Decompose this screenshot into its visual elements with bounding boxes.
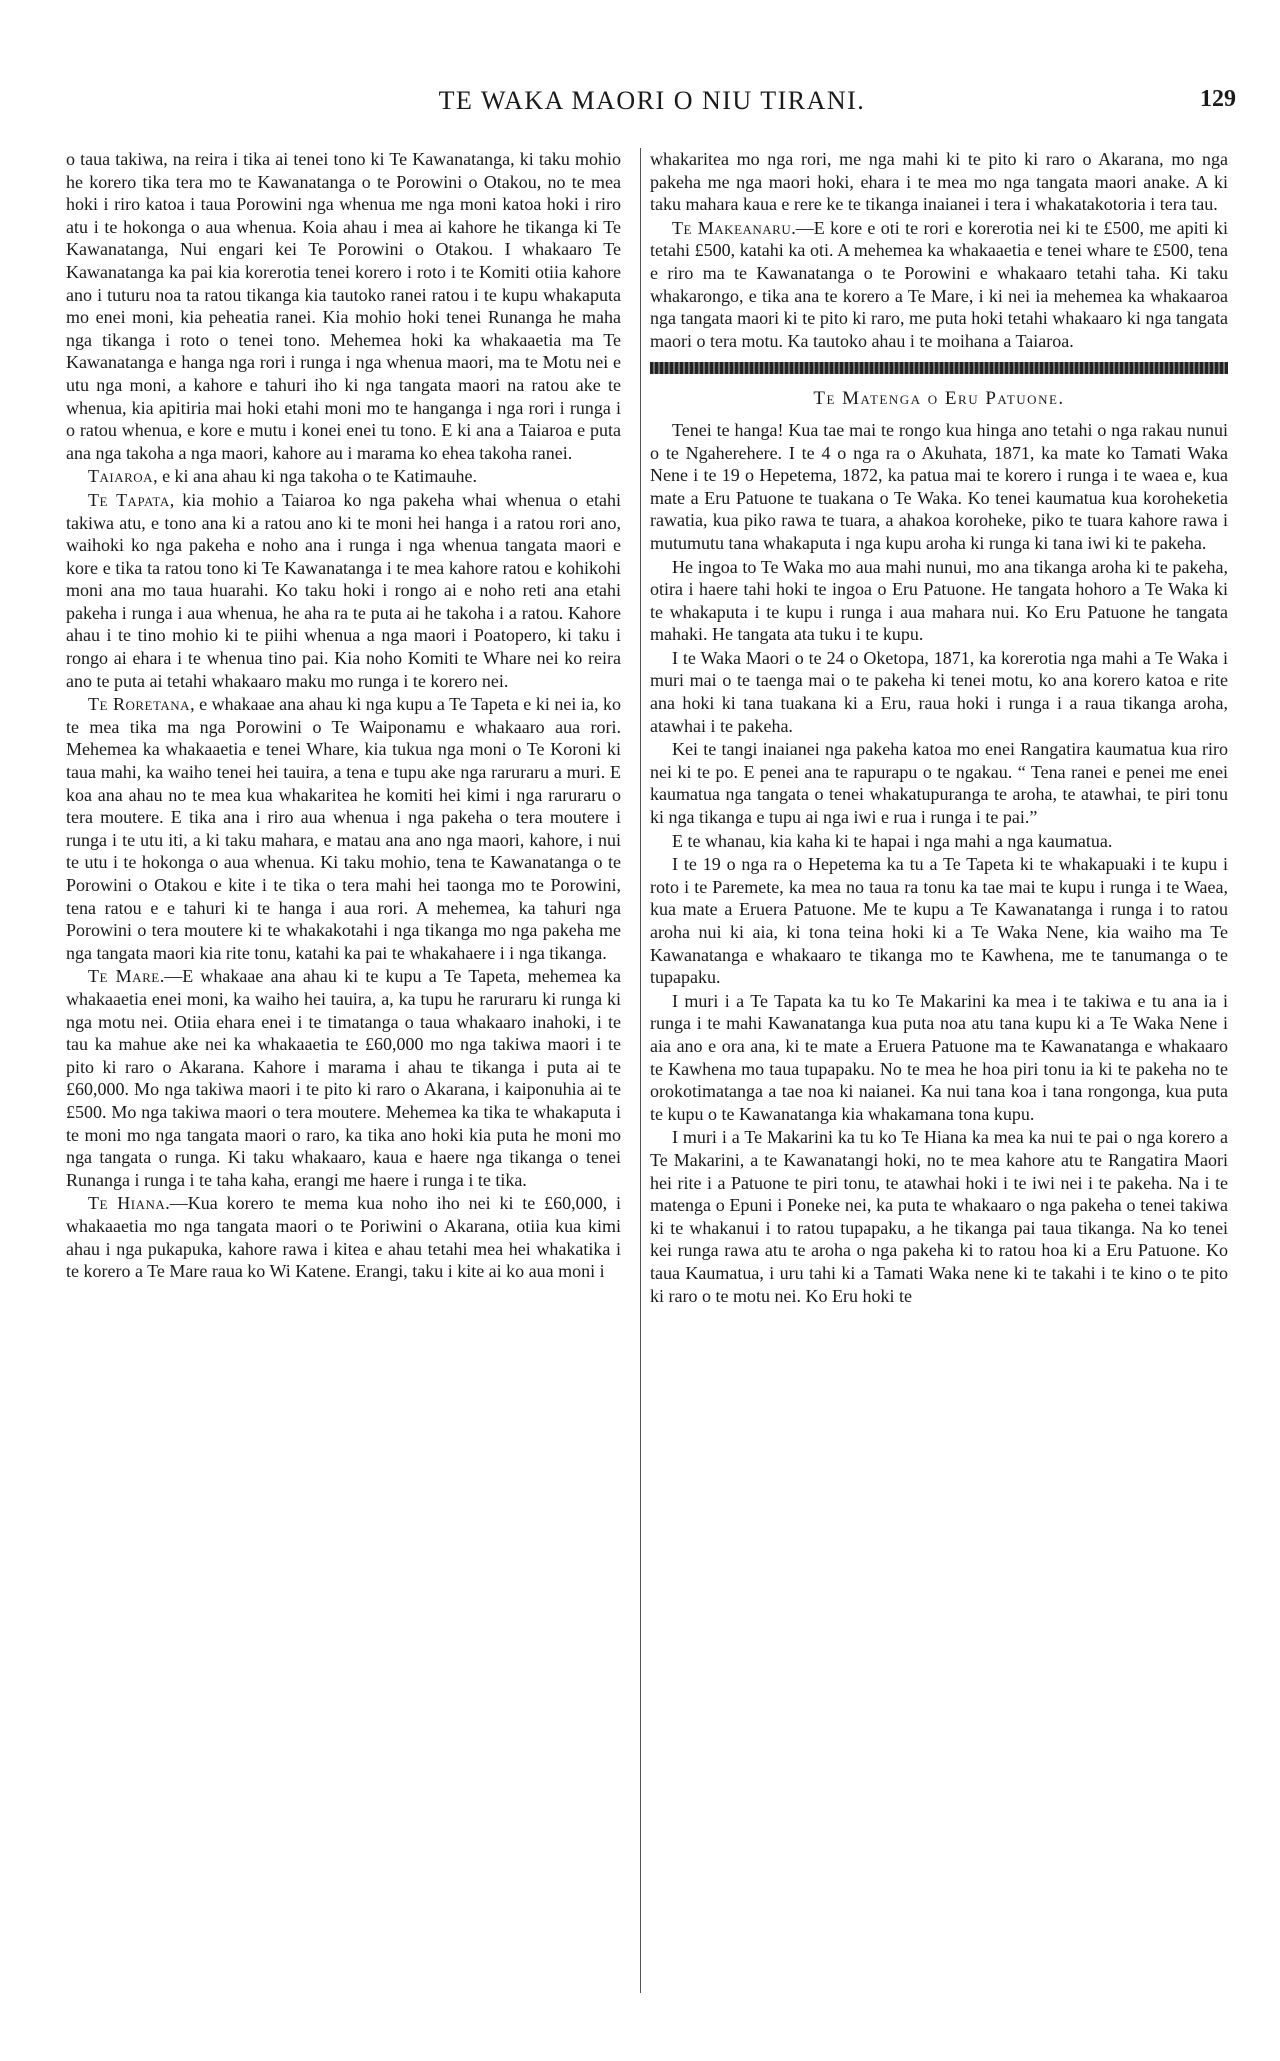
section-heading: Te Matenga o Eru Patuone.: [813, 388, 1065, 410]
paragraph-text: , e whakaae ana ahau ki nga kupu a Te Tapeta e ki nei ia, ko te mea tika ma nga Porowini o Te Waiponamu e whakaaro aua rori. Mehemea ka whakaaetia e tenei Whare, kia tukua nga moni o Te Koroni ki taua mahi, ka waiho tenei hei tauira, a tena e tupu ake nga raruraru a muri. E koa ana ahau no te mea kua whakaritea he komiti hei kimi i nga raruraru o tera moutere. E tika ana i riro aua whenua i nga pakeha o tera moutere i runga i te utu iti, a ki taku mahara, e matau ana ano nga maori, kahore, i nui te utu i te hokonga o aua whenua. Ki taku mohio, tena te Kawanatanga o te Porowini o Otakou e kite i te tika o tera mahi hei taonga mo te Porowini, tena ratou e e tahuri ki te hanga i aua rori. A mehemea, ka tahuri nga Porowini o tera moutere ki te whakakotahi i nga tikanga mo nga pakeha me nga tangata maori kia rite tonu, katahi ka pai te whakahaere i i nga tikanga.: [66, 694, 621, 963]
paragraph: [66, 1192, 621, 1282]
speaker-name: Te Hiana: [88, 1193, 166, 1214]
page-number: 129: [1200, 86, 1236, 112]
running-title: TE WAKA MAORI O NIU TIRANI.: [438, 86, 866, 115]
speaker-name: Taiaroa: [88, 466, 154, 487]
paragraph-text: , kia mohio a Taiaroa ko nga pakeha whai whenua o etahi takiwa atu, e tono ana ki a ratou ano ki te moni hei hanga i a ratou rori ano, waihoki ko nga pakeha e noho ana i runga i nga whenua tangata maori e kore e tika ta ratou tono ki Te Kawanatanga i te mea kahore ratou e kohikohi moni ana mo taua huarahi. Ko taku hoki i rongo ai e noho reti ana etahi pakeha i runga i aua whenua, he aha ra te puta ai he takoha i a ratou. Kahore ahau i te tino mohio ki te piihi whenua a nga maori i Poatopero, ki taku i rongo ai ehara i te whenua tino pai. Kia noho Komiti te Whare nei ko reira ano te puta ai tetahi whakaaro maku mo runga i te korero nei.: [66, 489, 621, 691]
speaker-name: Te Makeanaru: [672, 217, 792, 238]
paragraph-text: .—E whakaae ana ahau ki te kupu a Te Tapeta, mehemea ka whakaaetia enei moni, ka waiho hei tauira, a, ka tupu he raruraru ki runga ki nga motu nei. Otiia ehara enei i te timatanga o taua whakaaro inahoki, i te tau ka mahue ake nei ka whakaaetia te £60,000 mo nga takiwa maori i te pito ki raro o Akarana. Kahore i marama i ahau te tikanga i puta ai te £60,000. Mo nga takiwa maori i te pito ki raro o Akarana, i kaiponuhia ai te £500. Mo nga takiwa maori o tera moutere. Mehemea ka tika te whakaputa i te moni mo nga tangata maori o raro, ka tika ano hoki kia puta he moni mo nga tangata o runga. Ki taku whakaaro, kaua e haere nga tikanga o tenei Runanga i runga i te taha kaha, erangi me haere i runga i te tika.: [66, 966, 621, 1190]
right-column: [650, 148, 1228, 1308]
paragraph-text: , e ki ana ahau ki nga takoha o te Katimauhe.: [153, 466, 477, 487]
speaker-name: Te Tapata: [88, 489, 170, 510]
paragraph: [66, 148, 621, 464]
paragraph: [66, 489, 621, 692]
paragraph: I te Waka Maori o te 24 o Oketopa, 1871, ka korerotia nga mahi a Te Waka i muri mai o te taenga mai o te pakeha ki tenei motu, ko ana korero katoa e rite ana hoki ki tana tuakana ki a Eru, raua hoki i runga i a raua tikanga aroha, atawhai i te pakeha.: [650, 647, 1228, 736]
paragraph: E te whanau, kia kaha ki te hapai i nga mahi a nga kaumatua.: [672, 830, 1113, 851]
paragraph: Tenei te hanga! Kua tae mai te rongo kua hinga ano tetahi o nga rakau nunui o te Ngaherehere. I te 4 o nga ra o Akuhata, 1871, ka mate ko Tamati Waka Nene i te 19 o Hepetema, 1872, ka patua mai te korero i runga i te waea e, kua mate a Eru Patuone te tuakana o Te Waka. Ko tenei kaumatua kua koroheketia rawatia, kua piko rawa te tuara, a ahakoa koroheke, piko te tuara kahore rawa i mutumutu tana whakaputa i nga kupu aroha ki runga ki tana iwi ki te pakeha.: [650, 419, 1228, 553]
paragraph: [66, 965, 621, 1191]
page-header: [68, 86, 1236, 120]
paragraph: I muri i a Te Tapata ka tu ko Te Makarini ka mea i te takiwa e tu ana ia i runga i te mahi Kawanatanga kua puta noa atu tana kupu ki a Te Waka Nene i aia ano e ora ana, ki te mate a Eruera Patuone ma te Kawanatanga e whakaaro te Kawhena mo taua tupapaku. No te mea he hoa piri tonu ia ki te pakeha no te orokotimatanga a tae noa ki naianei. Ka nui tana koa i tana rongonga, kua puta te kupu o te Kawanatanga kia whakamana tona kupu.: [650, 990, 1228, 1124]
paragraph: [66, 465, 621, 488]
paragraph-text: o taua takiwa, na reira i tika ai tenei tono ki Te Kawanatanga, ki taku mohio he korero tika tera mo te Kawanatanga o te Porowini o Otakou, no te mea hoki i riro katoa i taua Porowini nga whenua me nga moni katoa hoki i riro atu i te hokonga o aua whenua. Koia ahau i mea ai kahore he tikanga ki Te Kawanatanga, Nui engari kei Te Porowini o Otakou. I whakaaro Te Kawanatanga ka pai kia korerotia tenei korero i roto i te Komiti otiia kahore ano i tuturu noa ta ratou tikanga kia tautoko ranei ratou i te kupu whakaputa mo enei moni, kia peheatia ranei. Kia mohio hoki tenei Runanga he maha nga tikanga i roto o tenei tono. Mehemea hoki ka whakaaetia ma Te Kawanatanga e hanga nga rori i runga i nga whenua maori, ma te Motu nei e utu nga moni, a kahore e tahuri iho ki nga tangata maori na ratou ake te whenua, kia apitiria mai hoki etahi moni mo te hanganga i nga rori i runga i o ratou whenua, e kore e mutu i konei enei tu tono. E ki ana a Taiaroa e puta ana nga takoha a nga maori, kahore au i marama ko ehea takoha ranei.: [66, 149, 621, 463]
paragraph-text: whakaritea mo nga rori, me nga mahi ki te pito ki raro o Akarana, mo nga pakeha me nga maori hoki, ehara i te mea mo nga tangata maori anake. A ki taku mahara kaua e rere ke te tikanga inaianei i tera i whakatakotoria i tera tau.: [650, 149, 1228, 215]
paragraph: I muri i a Te Makarini ka tu ko Te Hiana ka mea ka nui te pai o nga korero a Te Makarini, a te Kawanatangi hoki, no te mea kahore atu te Rangatira Maori hei rite i a Patuone te piri tonu, te atawhai hoki i te iwi nei i te pakeha. Na i te matenga o Epuni i Poneke nei, ka puta te whakaaro o nga pakeha o tenei takiwa ki te whakanui i to ratou tupapaku, a he tikanga pai taua tikanga. Na ko tenei kei runga rawa atu te aroha o nga pakeha ki to ratou hoa ki a Eru Patuone. Ko taua Kaumatua, i uru tahi ki a Tamati Waka nene ki te takahi i te kino o te pito ki raro o te motu nei. Ko Eru hoki te: [650, 1127, 1228, 1306]
paragraph: Kei te tangi inaianei nga pakeha katoa mo enei Rangatira kaumatua kua riro nei ki te po. E penei ana te rapurapu o te ngakau. “ Tena ranei e penei me enei kaumatua nga tangata o tenei whakatupuranga te aroha, te atawhai, te piri tonu ki nga tikanga e tupu ai nga iwi e rua i runga i te pai.”: [650, 739, 1228, 828]
section-rule: [650, 362, 1228, 374]
paragraph: I te 19 o nga ra o Hepetema ka tu a Te Tapeta ki te whakapuaki i te kupu i roto i te Paremete, ka mea no taua ra tonu ka tae mai te kupu i runga i te Waea, kua mate a Eruera Patuone. Me te kupu a Te Kawanatanga i runga i to ratou aroha nui ki aia, ki tona teina hoki ki a Te Waka Nene, kia waiho ma Te Kawanatanga e whakaaro te tikanga mo te Kawhena, me te tanumanga o te tupapaku.: [650, 854, 1228, 988]
paragraph: [66, 693, 621, 964]
paragraph-text: .—E kore e oti te rori e korerotia nei ki te £500, me apiti ki tetahi £500, katahi ka oti. A mehemea ka whakaaetia e tenei whare te £500, tena e riro ma te Kawanatanga o te Porowini e whakaaro tetahi taha. Ki taku whakarongo, e tika ana te korero a Te Mare, i ki nei ia mehemea ka whakaaroa nga tangata maori ki te pito ki raro, me puta hoki tetahi whakaaro ki nga tangata maori o tera motu. Ka tautoko ahau i te moihana a Taiaroa.: [650, 217, 1228, 351]
paragraph-text: .—Kua korero te mema kua noho iho nei ki te £60,000, i whakaaetia mo nga tangata maori o te Poriwini o Akarana, otiia kua kimi ahau i nga pukapuka, kahore rawa i kitea e ahau tetahi mea hei whakatika i te korero a Te Mare raua ko Wi Katene. Erangi, taku i kite ai ko aua moni i: [66, 1193, 621, 1282]
speaker-name: Te Mare: [88, 966, 160, 987]
speaker-name: Te Roretana: [88, 694, 191, 715]
paragraph: [650, 148, 1228, 216]
left-column: [66, 148, 621, 1284]
column-divider: [640, 148, 641, 1993]
paragraph: He ingoa to Te Waka mo aua mahi nunui, mo ana tikanga aroha ki te pakeha, otira i haere tahi hoki te ingoa o Eru Patuone. He tangata hohoro a Te Waka ki te whakaputa i te kupu i runga i aua mahara nui. Ko Eru Patuone he tangata mahaki. He tangata ata tuku i te kupu.: [650, 556, 1228, 645]
paragraph: [650, 217, 1228, 353]
